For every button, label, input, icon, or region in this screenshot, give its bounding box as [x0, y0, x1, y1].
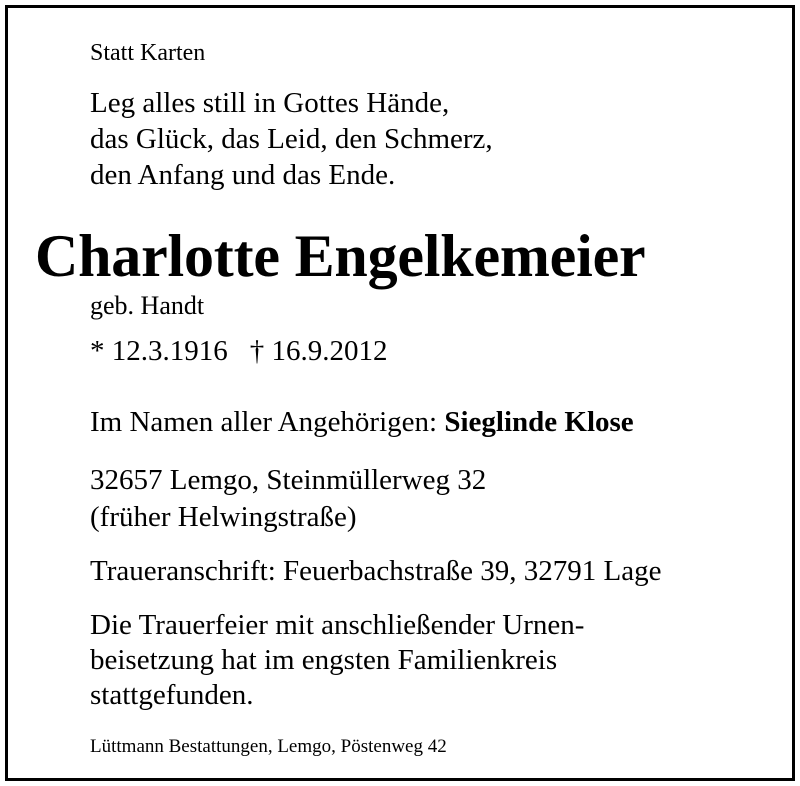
- mourners-line: [90, 408, 634, 437]
- ceremony-line-2: beisetzung hat im engsten Familienkreis: [90, 644, 558, 676]
- verse-line-1: Leg alles still in Gottes Hände,: [90, 87, 450, 119]
- verse-line-3: den Anfang und das Ende.: [90, 159, 396, 191]
- verse-line-2: das Glück, das Leid, den Schmerz,: [90, 123, 493, 155]
- header-statt-karten: Statt Karten: [90, 40, 206, 66]
- deceased-name: Charlotte Engelkemeier: [35, 223, 646, 289]
- birth-date: 12.3.1916: [111, 335, 228, 367]
- death-date: 16.9.2012: [271, 335, 388, 367]
- mourners-prefix: Im Namen aller Angehörigen:: [90, 406, 438, 438]
- life-dates: [90, 337, 388, 366]
- birth-symbol: *: [90, 335, 105, 367]
- death-cross-icon: †: [249, 335, 265, 367]
- birth-name: geb. Handt: [90, 291, 205, 320]
- mourners-name: Sieglinde Klose: [444, 406, 634, 438]
- ceremony-line-1: Die Trauerfeier mit anschließender Urnen-: [90, 609, 585, 641]
- mourning-address: Traueranschrift: Feuerbachstraße 39, 32791 Lage: [90, 555, 662, 587]
- ceremony-line-3: stattgefunden.: [90, 679, 254, 711]
- address-line-2: (früher Helwingstraße): [90, 501, 357, 533]
- undertaker-line: Lüttmann Bestattungen, Lemgo, Pöstenweg 42: [90, 736, 447, 757]
- address-line-1: 32657 Lemgo, Steinmüllerweg 32: [90, 464, 487, 496]
